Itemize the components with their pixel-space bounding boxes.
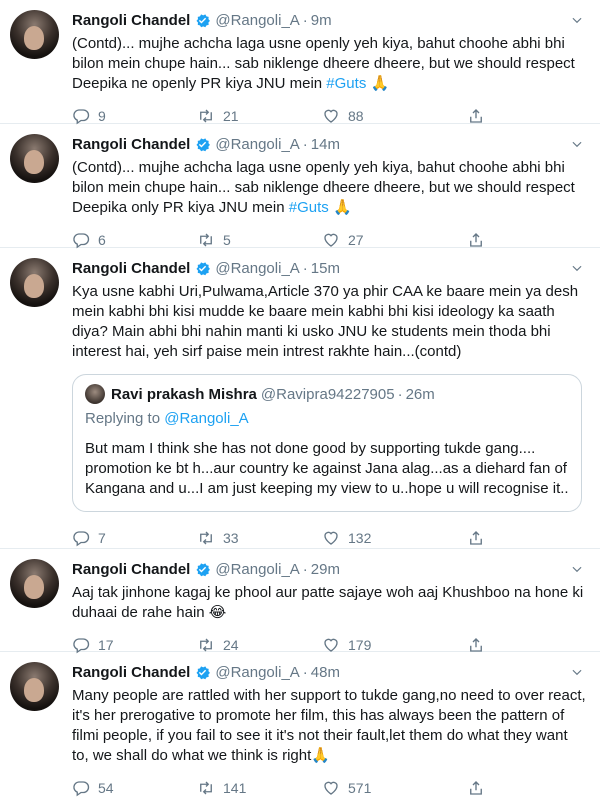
emoji: 😂 [208,604,227,621]
chevron-down-icon[interactable] [570,13,584,27]
share-button[interactable] [467,779,493,797]
share-button[interactable] [467,529,493,547]
like-button[interactable] [322,231,447,249]
like-count: 179 [348,637,372,653]
author-name[interactable]: Rangoli Chandel [72,11,191,29]
chevron-down-icon[interactable] [570,665,584,679]
share-button[interactable] [467,231,493,249]
reply-count: 7 [98,530,106,546]
reply-icon [72,231,90,249]
quoted-author-handle: @Ravipra94227905 [260,385,395,403]
timestamp[interactable]: 14m [310,135,340,153]
retweet-icon [197,231,215,249]
separator-dot: · [302,135,308,153]
retweet-button[interactable] [197,231,322,249]
like-icon [322,529,340,547]
reply-icon [72,779,90,797]
tweet[interactable] [0,248,600,549]
retweet-button[interactable] [197,107,322,125]
timestamp[interactable]: 9m [310,11,332,29]
quoted-avatar [85,384,105,404]
like-count: 27 [348,232,364,248]
retweet-button[interactable] [197,779,322,797]
avatar[interactable] [10,559,59,608]
avatar[interactable] [10,662,59,711]
share-icon [467,529,485,547]
chevron-down-icon[interactable] [570,261,584,275]
action-bar [72,770,586,806]
reply-button[interactable] [72,231,197,249]
tweet-text: Aaj tak jinhone kagaj ke phool aur patte sajaye woh aaj Khushboo na hone ki duhaai de rahe hain 😂 [72,584,584,621]
avatar[interactable] [10,10,59,59]
verified-badge-icon [194,12,211,29]
share-icon [467,107,485,125]
retweet-icon [197,107,215,125]
quoted-timestamp: 26m [405,385,435,403]
like-button[interactable] [322,779,447,797]
separator-dot: · [397,385,403,403]
separator-dot: · [302,663,308,681]
author-handle[interactable]: @Rangoli_A [215,663,300,681]
emoji: 🙏 [311,747,330,764]
tweet-header [72,134,586,154]
tweet-header [72,258,586,278]
quoted-tweet-header [85,384,569,404]
reply-count: 9 [98,108,106,124]
retweet-count: 5 [223,232,231,248]
hashtag-link[interactable]: #Guts [326,75,367,92]
tweet-text: (Contd)... mujhe achcha laga usne openly yeh kiya, bahut choohe abhi bhi bilon mein chupe hain... sab niklenge dheere dheere, but we should respect Deepika only PR kiya JNU mein #Guts 🙏 [72,159,575,216]
share-icon [467,779,485,797]
like-icon [322,107,340,125]
reply-count: 54 [98,780,114,796]
emoji: 🙏 [332,199,352,216]
retweet-button[interactable] [197,529,322,547]
quoted-tweet[interactable] [72,374,582,512]
author-name[interactable]: Rangoli Chandel [72,259,191,277]
author-name[interactable]: Rangoli Chandel [72,663,191,681]
timestamp[interactable]: 15m [310,259,340,277]
tweet[interactable] [0,652,600,810]
reply-icon [72,107,90,125]
like-count: 132 [348,530,372,546]
reply-count: 17 [98,637,114,653]
avatar[interactable] [10,134,59,183]
retweet-count: 33 [223,530,239,546]
retweet-count: 141 [223,780,247,796]
emoji: 🙏 [370,75,390,92]
hashtag-link[interactable]: #Guts [288,199,329,216]
tweet-text: Kya usne kabhi Uri,Pulwama,Article 370 ya phir CAA ke baare mein ya desh mein kabhi bhi kisi mudde ke baare mein kabhi bhi kisi ideology ka saath diya? Main abhi bhi nahin manti ki usko JNU ke students mein thoda bhi interest hai, yeh sirf paise mein intrest rakhte hain...(contd) [72,283,579,360]
retweet-icon [197,779,215,797]
tweet[interactable] [0,549,600,652]
timestamp[interactable]: 48m [310,663,340,681]
author-handle[interactable]: @Rangoli_A [215,11,300,29]
chevron-down-icon[interactable] [570,137,584,151]
replying-to: Replying to @Rangoli_A [85,410,249,427]
mention-link[interactable]: @Rangoli_A [164,410,249,427]
verified-badge-icon [194,260,211,277]
like-button[interactable] [322,529,447,547]
quoted-author-name: Ravi prakash Mishra [111,385,257,403]
author-handle[interactable]: @Rangoli_A [215,135,300,153]
quoted-tweet-text: But mam I think she has not done good by supporting tukde gang.... promotion ke bt h...aur country ke against Jana alag...as a diehard fan of Kangana and u...I am just keeping my view to u..hope u will recognise it.. [85,440,569,497]
timestamp[interactable]: 29m [310,560,340,578]
tweet-text: Many people are rattled with her support to tukde gang,no need to over react, it's her prerogative to promote her film, this has always been the pattern of filmi people, if you fail to see it it's not their fault,let them do what they want to, we shall do what we think is right🙏 [72,687,586,764]
separator-dot: · [302,259,308,277]
like-count: 88 [348,108,364,124]
author-name[interactable]: Rangoli Chandel [72,560,191,578]
chevron-down-icon[interactable] [570,562,584,576]
retweet-count: 24 [223,637,239,653]
author-handle[interactable]: @Rangoli_A [215,560,300,578]
reply-button[interactable] [72,529,197,547]
verified-badge-icon [194,561,211,578]
separator-dot: · [302,560,308,578]
tweet-header [72,662,586,682]
author-name[interactable]: Rangoli Chandel [72,135,191,153]
like-icon [322,779,340,797]
like-button[interactable] [322,107,447,125]
tweet[interactable] [0,124,600,248]
verified-badge-icon [194,136,211,153]
tweet-header [72,559,586,579]
share-button[interactable] [467,107,493,125]
separator-dot: · [302,11,308,29]
share-icon [467,231,485,249]
tweet-text: (Contd)... mujhe achcha laga usne openly yeh kiya, bahut choohe abhi bhi bilon mein chupe hain... sab niklenge dheere dheere, but we should respect Deepika ne openly PR kiya JNU mein #Guts 🙏 [72,35,575,92]
like-icon [322,231,340,249]
reply-icon [72,529,90,547]
reply-button[interactable] [72,779,197,797]
reply-count: 6 [98,232,106,248]
like-count: 571 [348,780,372,796]
author-handle[interactable]: @Rangoli_A [215,259,300,277]
tweet-header [72,10,586,30]
retweet-count: 21 [223,108,239,124]
avatar[interactable] [10,258,59,307]
tweet[interactable] [0,0,600,124]
reply-button[interactable] [72,107,197,125]
retweet-icon [197,529,215,547]
verified-badge-icon [194,664,211,681]
